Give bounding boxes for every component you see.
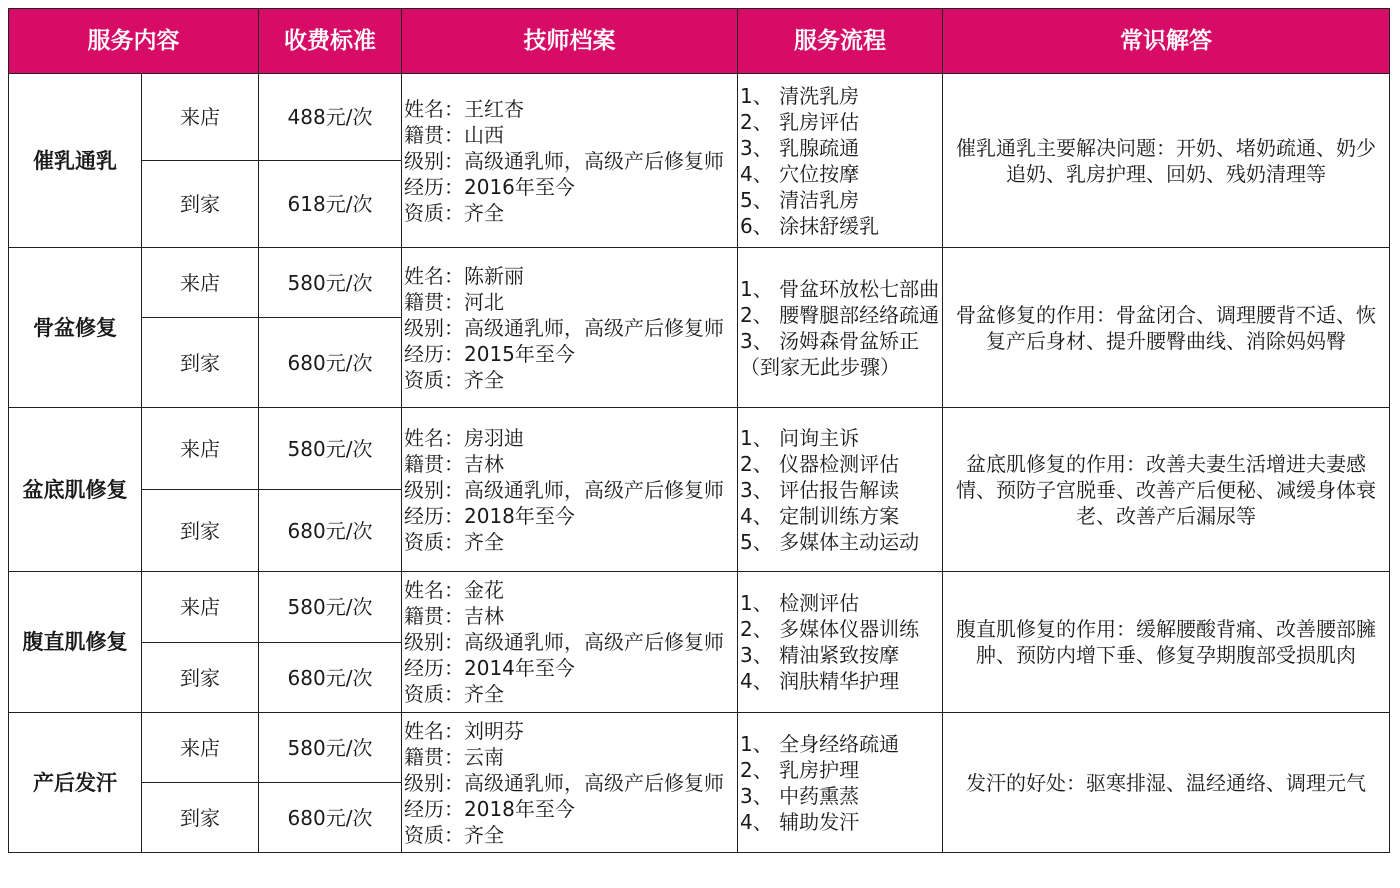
- tech-line: 级别：高级通乳师，高级产后修复师: [404, 630, 724, 654]
- service-mode: 来店: [142, 248, 259, 318]
- tech-line: 资质：齐全: [404, 200, 504, 225]
- header-service: 服务内容: [9, 9, 259, 74]
- service-price: 680元/次: [259, 643, 402, 713]
- step-line: 4、 定制训练方案: [740, 503, 900, 528]
- tech-line: 级别：高级通乳师，高级产后修复师: [404, 477, 724, 502]
- service-steps: [738, 408, 943, 572]
- service-table-container: [8, 8, 1389, 853]
- service-steps: [738, 572, 943, 713]
- tech-line: 资质：齐全: [404, 529, 504, 554]
- faq-answer: 发汗的好处：驱寒排湿、温经通络、调理元气: [943, 713, 1390, 853]
- tech-line: 资质：齐全: [404, 822, 504, 847]
- service-price-table: [8, 8, 1390, 853]
- header-process: 服务流程: [738, 9, 943, 74]
- faq-answer: 骨盆修复的作用：骨盆闭合、调理腰背不适、恢复产后身材、提升腰臀曲线、消除妈妈臀: [943, 248, 1390, 408]
- service-price: 680元/次: [259, 318, 402, 408]
- faq-answer: 盆底肌修复的作用：改善夫妻生活增进夫妻感情、预防子宫脱垂、改善产后便秘、减缓身体衰老、改善产后漏尿等: [943, 408, 1390, 572]
- step-line: 2、 腰臀腿部经络疏通: [740, 302, 940, 327]
- service-price: 680元/次: [259, 783, 402, 853]
- step-line: 3、 汤姆森骨盆矫正（到家无此步骤）: [740, 328, 920, 379]
- tech-line: 籍贯：吉林: [404, 604, 504, 628]
- service-mode: 来店: [142, 74, 259, 161]
- tech-line: 资质：齐全: [404, 682, 504, 706]
- step-line: 5、 多媒体主动运动: [740, 529, 920, 554]
- tech-line: 经历：2018年至今: [404, 503, 575, 528]
- step-line: 2、 乳房护理: [740, 757, 860, 782]
- faq-answer: 催乳通乳主要解决问题：开奶、堵奶疏通、奶少追奶、乳房护理、回奶、残奶清理等: [943, 74, 1390, 248]
- tech-line: 经历：2014年至今: [404, 656, 575, 680]
- service-price: 680元/次: [259, 490, 402, 572]
- step-line: 3、 中药熏蒸: [740, 783, 860, 808]
- faq-answer: 腹直肌修复的作用：缓解腰酸背痛、改善腰部臃肿、预防内增下垂、修复孕期腹部受损肌肉: [943, 572, 1390, 713]
- step-line: 3、 评估报告解读: [740, 477, 900, 502]
- tech-line: 级别：高级通乳师，高级产后修复师: [404, 770, 724, 795]
- step-line: 4、 润肤精华护理: [740, 669, 900, 693]
- technician-profile: [402, 408, 738, 572]
- service-steps: [738, 248, 943, 408]
- service-steps: [738, 74, 943, 248]
- step-line: 2、 仪器检测评估: [740, 451, 900, 476]
- tech-line: 籍贯：山西: [404, 122, 504, 147]
- service-name: 催乳通乳: [9, 74, 142, 248]
- step-line: 4、 辅助发汗: [740, 809, 860, 834]
- tech-line: 姓名：王红杏: [404, 96, 524, 121]
- step-line: 3、 精油紧致按摩: [740, 643, 900, 667]
- header-faq: 常识解答: [943, 9, 1390, 74]
- service-steps: [738, 713, 943, 853]
- technician-profile: [402, 713, 738, 853]
- service-mode: 到家: [142, 161, 259, 248]
- service-price: 618元/次: [259, 161, 402, 248]
- service-mode: 来店: [142, 408, 259, 490]
- step-line: 5、 清洁乳房: [740, 187, 860, 212]
- table-row: [9, 248, 1390, 318]
- step-line: 2、 乳房评估: [740, 109, 860, 134]
- step-line: 1、 骨盆环放松七部曲: [740, 276, 940, 301]
- technician-profile: [402, 248, 738, 408]
- service-mode: 来店: [142, 572, 259, 643]
- service-price: 580元/次: [259, 572, 402, 643]
- service-price: 580元/次: [259, 248, 402, 318]
- header-price: 收费标准: [259, 9, 402, 74]
- table-row: [9, 408, 1390, 490]
- tech-line: 姓名：陈新丽: [404, 263, 524, 288]
- tech-line: 级别：高级通乳师，高级产后修复师: [404, 148, 724, 173]
- technician-profile: [402, 572, 738, 713]
- technician-profile: [402, 74, 738, 248]
- service-name: 骨盆修复: [9, 248, 142, 408]
- step-line: 1、 问询主诉: [740, 425, 860, 450]
- tech-line: 籍贯：吉林: [404, 451, 504, 476]
- step-line: 1、 全身经络疏通: [740, 731, 900, 756]
- service-mode: 到家: [142, 643, 259, 713]
- tech-line: 经历：2018年至今: [404, 796, 575, 821]
- table-row: [9, 572, 1390, 643]
- tech-line: 经历：2015年至今: [404, 341, 575, 366]
- tech-line: 籍贯：云南: [404, 744, 504, 769]
- header-technician: 技师档案: [402, 9, 738, 74]
- service-mode: 到家: [142, 318, 259, 408]
- step-line: 2、 多媒体仪器训练: [740, 617, 920, 641]
- step-line: 4、 穴位按摩: [740, 161, 860, 186]
- service-mode: 到家: [142, 783, 259, 853]
- service-price: 488元/次: [259, 74, 402, 161]
- step-line: 1、 检测评估: [740, 591, 860, 615]
- service-mode: 到家: [142, 490, 259, 572]
- table-row: [9, 74, 1390, 161]
- service-mode: 来店: [142, 713, 259, 783]
- step-line: 6、 涂抹舒缓乳: [740, 213, 880, 238]
- tech-line: 姓名：刘明芬: [404, 718, 524, 743]
- tech-line: 级别：高级通乳师，高级产后修复师: [404, 315, 724, 340]
- tech-line: 籍贯：河北: [404, 289, 504, 314]
- step-line: 1、 清洗乳房: [740, 83, 860, 108]
- service-name: 腹直肌修复: [9, 572, 142, 713]
- tech-line: 姓名：金花: [404, 578, 504, 602]
- table-header-row: [9, 9, 1390, 74]
- service-name: 产后发汗: [9, 713, 142, 853]
- tech-line: 姓名：房羽迪: [404, 425, 524, 450]
- tech-line: 经历：2016年至今: [404, 174, 575, 199]
- table-row: [9, 713, 1390, 783]
- tech-line: 资质：齐全: [404, 367, 504, 392]
- service-price: 580元/次: [259, 713, 402, 783]
- step-line: 3、 乳腺疏通: [740, 135, 860, 160]
- service-price: 580元/次: [259, 408, 402, 490]
- service-name: 盆底肌修复: [9, 408, 142, 572]
